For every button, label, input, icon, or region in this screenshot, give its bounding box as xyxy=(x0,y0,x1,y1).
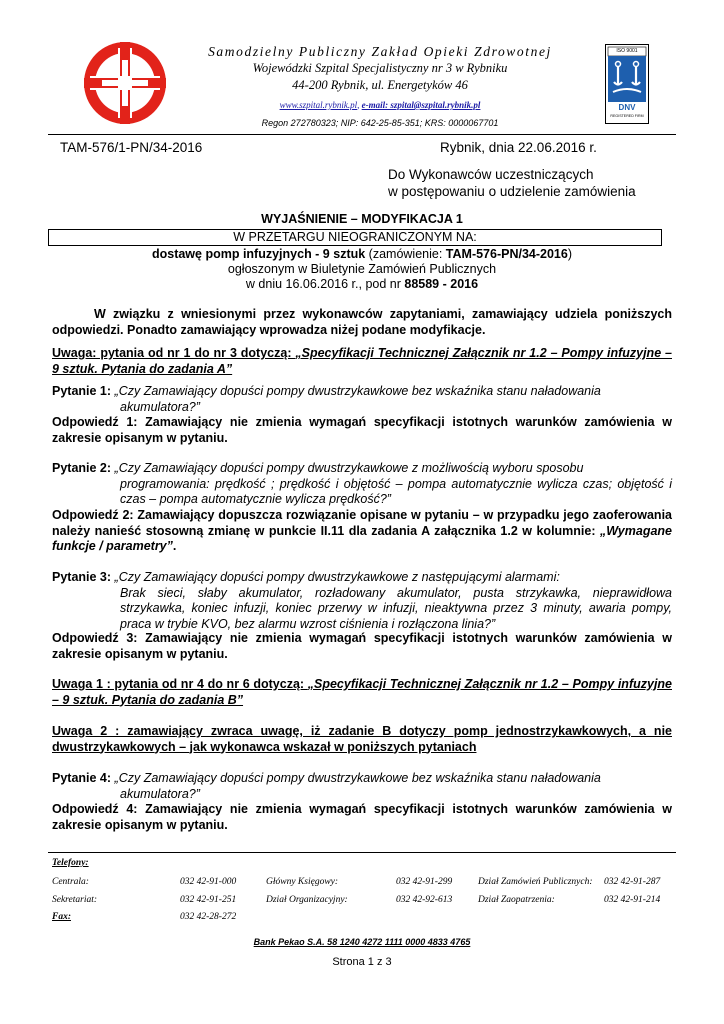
announced-date-line xyxy=(48,277,676,291)
subject-ref: TAM-576-PN/34-2016 xyxy=(445,247,568,261)
footer-fax-label: Fax: xyxy=(52,912,71,922)
footer-cell: Główny Księgowy: xyxy=(266,877,339,887)
subject-line xyxy=(48,247,676,261)
question-3-text-cont: Brak sieci, słaby akumulator, rozładowany akumulator, pusta strzykawka, nieprawidłowa strzykawka, koniec infuzji, koniec przerwy w infuzji, nieaktywna przez 3 minuty, awaria pompy, praca w trybie KVO, bez alarmu wzrost ciśnienia i rozłączona linia?” xyxy=(120,585,672,631)
answer-3: Odpowiedź 3: Zamawiający nie zmienia wymagań specyfikacji istotnych warunków zamówienia w zakresie opisanym w pytaniu. xyxy=(52,631,672,661)
email-link[interactable]: e-mail: szpital@szpital.rybnik.pl xyxy=(361,100,481,110)
footer-divider xyxy=(48,852,676,853)
question-4-text: „Czy Zamawiający dopuści pompy dwustrzykawkowe bez wskaźnika stanu naładowania xyxy=(111,771,601,785)
question-1-text-cont: akumulatora?” xyxy=(120,399,200,414)
footer-cell: Dział Zaopatrzenia: xyxy=(478,895,555,905)
header-registry: Regon 272780323; NIP: 642-25-85-351; KRS: 0000067701 xyxy=(261,118,499,128)
page-number: Strona 1 z 3 xyxy=(332,956,392,968)
footer-phones-label: Telefony: xyxy=(52,858,89,868)
subject-mid: (zamówienie: xyxy=(365,247,446,261)
question-1-label: Pytanie 1: xyxy=(52,384,112,398)
answer-2-end: . xyxy=(172,539,177,553)
answer-2-column-name: „Wymagane funkcje / parametry” xyxy=(52,523,672,553)
website-link[interactable]: www.szpital.rybnik.pl xyxy=(279,100,358,110)
header-hospital-name: Wojewódzki Szpital Specjalistyczny nr 3 w Rybniku xyxy=(252,61,508,75)
question-1-text: „Czy Zamawiający dopuści pompy dwustrzykawkowe bez wskaźnika stanu naładowania xyxy=(111,384,601,398)
tender-type-box: W PRZETARGU NIEOGRANICZONYM NA: xyxy=(48,229,662,246)
footer-cell: 032 42-92-613 xyxy=(396,895,453,905)
question-2-text-cont: programowania: prędkość ; prędkość i objętość – pompa automatycznie wylicza czas; objętość i czas – pompa automatycznie wylicza prędkość?” xyxy=(120,476,672,506)
footer-cell: 032 42-91-287 xyxy=(604,877,661,887)
footer-cell: Centrala: xyxy=(52,877,89,887)
dnv-certification-icon xyxy=(605,44,649,124)
note-2-prefix: Uwaga 1 : pytania od nr 4 do nr 6 dotyczą: xyxy=(52,677,308,691)
question-1 xyxy=(52,384,672,415)
footer-cell: 032 42-91-214 xyxy=(604,895,661,905)
question-4-text-cont: akumulatora?” xyxy=(120,786,200,801)
document-date: Rybnik, dnia 22.06.2016 r. xyxy=(440,140,597,155)
question-2-text: „Czy Zamawiający dopuści pompy dwustrzykawkowe z możliwością wyboru sposobu xyxy=(111,461,584,475)
hospital-logo-icon xyxy=(82,40,168,126)
question-2 xyxy=(52,461,672,508)
addressee-line-1: Do Wykonawców uczestniczących xyxy=(388,167,594,182)
cert-name-text: DNV xyxy=(618,103,636,112)
bank-account: Bank Pekao S.A. 58 1240 4272 1111 0000 4833 4765 xyxy=(253,937,471,947)
intro-paragraph: W związku z wniesionymi przez wykonawców zapytaniami, zamawiający udziela poniższych odpowiedzi. Ponadto zamawiający wprowadza niżej podane modyfikacje. xyxy=(52,307,672,337)
question-4-label: Pytanie 4: xyxy=(52,771,112,785)
subject-end: ) xyxy=(567,247,573,261)
note-1 xyxy=(52,346,672,377)
question-3-label: Pytanie 3: xyxy=(52,570,112,584)
answer-2-text: Odpowiedź 2: Zamawiający dopuszcza rozwiązanie opisane w pytaniu – w przypadku jego zaoferowania należy nanieść stosowną zmianę w punkcie II.11 dla zadania A załącznika 1.2 w kolumnie: xyxy=(52,508,672,538)
question-3 xyxy=(52,570,672,632)
document-reference: TAM-576/1-PN/34-2016 xyxy=(60,140,203,155)
footer-cell: 032 42-91-251 xyxy=(180,895,237,905)
header-divider xyxy=(48,134,676,135)
header-title: Samodzielny Publiczny Zakład Opieki Zdrowotnej xyxy=(208,44,552,59)
cert-sub-text: REGISTERED FIRM xyxy=(610,114,644,118)
footer-cell: Dział Organizacyjny: xyxy=(266,895,348,905)
footer-fax-value: 032 42-28-272 xyxy=(180,912,237,922)
note-2 xyxy=(52,677,672,708)
note-1-prefix: Uwaga: pytania od nr 1 do nr 3 dotyczą: xyxy=(52,346,296,360)
header-contact: www.szpital.rybnik.pl, e-mail: szpital@szpital.rybnik.pl xyxy=(279,100,481,110)
footer-cell: 032 42-91-299 xyxy=(396,877,453,887)
footer-cell: Dział Zamówień Publicznych: xyxy=(478,877,593,887)
answer-4: Odpowiedź 4: Zamawiający nie zmienia wymagań specyfikacji istotnych warunków zamówienia w zakresie opisanym w pytaniu. xyxy=(52,802,672,832)
footer-cell: Sekretariat: xyxy=(52,895,98,905)
addressee-line-2: w postępowaniu o udzielenie zamówienia xyxy=(388,184,636,199)
header-address: 44-200 Rybnik, ul. Energetyków 46 xyxy=(292,78,468,92)
announced-date: w dniu 16.06.2016 r., pod nr xyxy=(245,277,405,291)
question-4 xyxy=(52,771,672,802)
answer-1: Odpowiedź 1: Zamawiający nie zmienia wymagań specyfikacji istotnych warunków zamówienia w zakresie opisanym w pytaniu. xyxy=(52,415,672,445)
footer-cell: 032 42-91-000 xyxy=(180,877,237,887)
note-2-reference: „Specyfikacji Technicznej Załącznik nr 1.2 – Pompy infuzyjne – 9 sztuk. Pytania do zadania B” xyxy=(52,677,672,707)
note-3: Uwaga 2 : zamawiający zwraca uwagę, iż zadanie B dotyczy pomp jednostrzykawkowych, a nie dwustrzykawkowych – jak wykonawca wskazał w poniższych pytaniach xyxy=(52,724,672,754)
announced-line: ogłoszonym w Biuletynie Zamówień Publicznych xyxy=(227,262,497,276)
subject-title: dostawę pomp infuzyjnych - 9 sztuk xyxy=(151,247,366,261)
cert-badge-text: ISO 9001 xyxy=(616,48,638,54)
question-3-text: „Czy Zamawiający dopuści pompy dwustrzykawkowe z następującymi alarmami: xyxy=(111,570,560,584)
note-1-reference: „Specyfikacji Technicznej Załącznik nr 1.2 – Pompy infuzyjne – 9 sztuk. Pytania do zadania A” xyxy=(52,346,672,376)
question-2-label: Pytanie 2: xyxy=(52,461,112,475)
announced-number: 88589 - 2016 xyxy=(404,277,479,291)
answer-2 xyxy=(52,508,672,555)
document-heading: WYJAŚNIENIE – MODYFIKACJA 1 xyxy=(261,212,463,226)
